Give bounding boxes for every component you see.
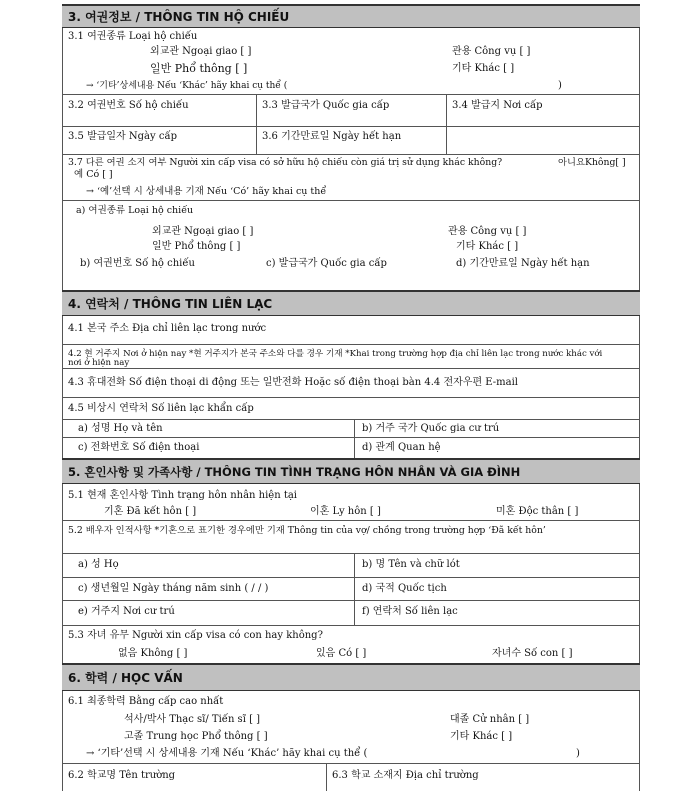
divider <box>62 419 640 420</box>
divider <box>256 94 257 154</box>
emergency-phone-label[interactable]: c) 전화번호 Số điện thoại <box>78 442 200 453</box>
other-option-official[interactable]: 관용 Công vụ [ ] <box>448 226 527 237</box>
spouse-nationality-label[interactable]: d) 국적 Quốc tịch <box>362 583 447 594</box>
section-4-header <box>62 290 640 316</box>
visa-application-form <box>62 4 640 791</box>
other-option-other[interactable]: 기타 Khác [ ] <box>456 241 519 252</box>
option-single[interactable]: 미혼 Độc thân [ ] <box>496 506 579 517</box>
emergency-name-label[interactable]: a) 성명 Họ và tên <box>78 423 163 434</box>
spouse-residence-label[interactable]: e) 거주지 Nơi cư trú <box>78 606 175 617</box>
current-residence-label-cont: nơi ở hiện nay <box>68 358 130 368</box>
expiry-date-label[interactable]: 3.6 기간만료일 Ngày hết hạn <box>262 131 402 142</box>
spouse-contact-label[interactable]: f) 연락처 Số liên lạc <box>362 606 458 617</box>
other-option-regular[interactable]: 일반 Phổ thông [ ] <box>152 241 241 252</box>
issuing-country-label[interactable]: 3.3 발급국가 Quốc gia cấp <box>262 100 390 111</box>
children-question: 5.3 자녀 유무 Người xin cấp visa có con hay không? <box>68 630 323 641</box>
section-4-title: 4. 연락처 / THÔNG TIN LIÊN LẠC <box>68 297 273 311</box>
school-address-label[interactable]: 6.3 학교 소재지 Địa chỉ trường <box>332 770 479 781</box>
spouse-info-label: 5.2 배우자 인적사항 *기혼으로 표기한 경우에만 기재 Thông tin của vợ/ chồng trong trường hợp ‘Đã kết hôn’ <box>68 525 546 536</box>
spouse-dob-label[interactable]: c) 생년월일 Ngày tháng năm sinh ( / / ) <box>78 583 269 594</box>
divider <box>62 126 640 127</box>
other-passport-question: 3.7 다른 여권 소지 여부 Người xin cấp visa có sở hữu hộ chiếu còn giá trị sử dụng khác không? <box>68 157 503 168</box>
divider <box>62 520 640 521</box>
divider <box>62 368 640 369</box>
section-5-title: 5. 혼인사항 및 가족사항 / THÔNG TIN TÌNH TRẠNG HÔN NHÂN VÀ GIA ĐÌNH <box>68 464 521 479</box>
other-detail-note[interactable]: → ‘기타’상세내용 Nếu ‘Khác’ hãy khai cụ thể ( <box>86 81 288 91</box>
section-5-header <box>62 458 640 484</box>
divider <box>62 154 640 155</box>
place-of-issue-label[interactable]: 3.4 발급지 Nơi cấp <box>452 100 543 111</box>
divider <box>62 577 640 578</box>
education-label: 6.1 최종학력 Bằng cấp cao nhất <box>68 696 224 707</box>
option-other[interactable]: 기타 Khác [ ] <box>452 63 515 74</box>
school-name-label[interactable]: 6.2 학교명 Tên trường <box>68 770 176 781</box>
yes-detail-note: → ‘예’선택 시 상세내용 기재 Nếu ‘Có’ hãy khai cụ thể <box>86 186 327 197</box>
divider <box>62 763 640 764</box>
section-6-title: 6. 학력 / HỌC VẤN <box>68 671 183 685</box>
divider <box>62 600 640 601</box>
passport-number-label[interactable]: 3.2 여권번호 Số hộ chiếu <box>68 100 189 111</box>
option-diplomatic[interactable]: 외교관 Ngoại giao [ ] <box>150 46 252 57</box>
home-address-label[interactable]: 4.1 본국 주소 Địa chỉ liên lạc trong nước <box>68 323 267 334</box>
section-3-title: 3. 여권정보 / THÔNG TIN HỘ CHIẾU <box>68 10 290 24</box>
other-passport-number-label[interactable]: b) 여권번호 Số hộ chiếu <box>80 258 195 269</box>
other-passport-no[interactable]: 아니요Không[ ] <box>558 157 626 168</box>
option-regular[interactable]: 일반 Phổ thông [ ] <box>150 62 248 75</box>
other-issuing-country-label[interactable]: c) 발급국가 Quốc gia cấp <box>266 258 387 269</box>
divider <box>62 200 640 201</box>
other-option-diplomatic[interactable]: 외교관 Ngoại giao [ ] <box>152 226 254 237</box>
spouse-given-name-label[interactable]: b) 명 Tên và chữ lót <box>362 559 460 570</box>
section-6-header <box>62 663 640 691</box>
option-master-doctor[interactable]: 석사/박사 Thạc sĩ/ Tiến sĩ [ ] <box>124 714 261 725</box>
education-other-close: ) <box>576 748 580 759</box>
divider <box>326 763 327 791</box>
option-has-children[interactable]: 있음 Có [ ] <box>316 648 367 659</box>
spouse-surname-label[interactable]: a) 성 Họ <box>78 559 119 570</box>
other-detail-close: ) <box>558 80 562 91</box>
section-3-header <box>62 4 640 28</box>
option-no-children[interactable]: 없음 Không [ ] <box>118 648 188 659</box>
divider <box>62 437 640 438</box>
divider <box>446 94 447 154</box>
divider <box>354 419 355 458</box>
other-passport-yes[interactable]: 예 Có [ ] <box>74 169 113 180</box>
option-divorced[interactable]: 이혼 Ly hôn [ ] <box>310 506 381 517</box>
option-high-school[interactable]: 고졸 Trung học Phổ thông [ ] <box>124 731 268 742</box>
divider <box>62 625 640 626</box>
option-official[interactable]: 관용 Công vụ [ ] <box>452 46 531 57</box>
phone-email-label[interactable]: 4.3 휴대전화 Số điện thoại di động 또는 일반전화 Hoặc số điện thoại bàn 4.4 전자우편 E-mail <box>68 377 518 388</box>
divider <box>62 397 640 398</box>
current-residence-label[interactable]: 4.2 현 거주지 Nơi ở hiện nay *현 거주지가 본국 주소와 다를 경우 기재 *Khai trong trường hợp địa chỉ liên lạc trong nước khác với <box>68 349 603 359</box>
other-expiry-date-label[interactable]: d) 기간만료일 Ngày hết hạn <box>456 258 590 269</box>
other-passport-type-label: a) 여권종류 Loại hộ chiếu <box>76 205 194 216</box>
education-other-note[interactable]: → ‘기타’선택 시 상세내용 기재 Nếu ‘Khác’ hãy khai cụ thể ( <box>86 748 368 759</box>
divider <box>62 553 640 554</box>
divider <box>354 553 355 625</box>
number-of-children[interactable]: 자녀수 Số con [ ] <box>492 648 573 659</box>
marital-status-label: 5.1 현재 혼인사항 Tình trạng hôn nhân hiện tại <box>68 490 298 501</box>
passport-type-label: 3.1 여권종류 Loại hộ chiếu <box>68 31 198 42</box>
option-bachelor[interactable]: 대졸 Cử nhân [ ] <box>450 714 530 725</box>
option-married[interactable]: 기혼 Đã kết hôn [ ] <box>104 506 197 517</box>
emergency-country-label[interactable]: b) 거주 국가 Quốc gia cư trú <box>362 423 500 434</box>
option-other-education[interactable]: 기타 Khác [ ] <box>450 731 513 742</box>
emergency-contact-label: 4.5 비상시 연락처 Số liên lạc khẩn cấp <box>68 403 254 414</box>
emergency-relation-label[interactable]: d) 관계 Quan hệ <box>362 442 441 453</box>
divider <box>62 344 640 345</box>
divider <box>62 94 640 95</box>
issue-date-label[interactable]: 3.5 발급일자 Ngày cấp <box>68 131 177 142</box>
